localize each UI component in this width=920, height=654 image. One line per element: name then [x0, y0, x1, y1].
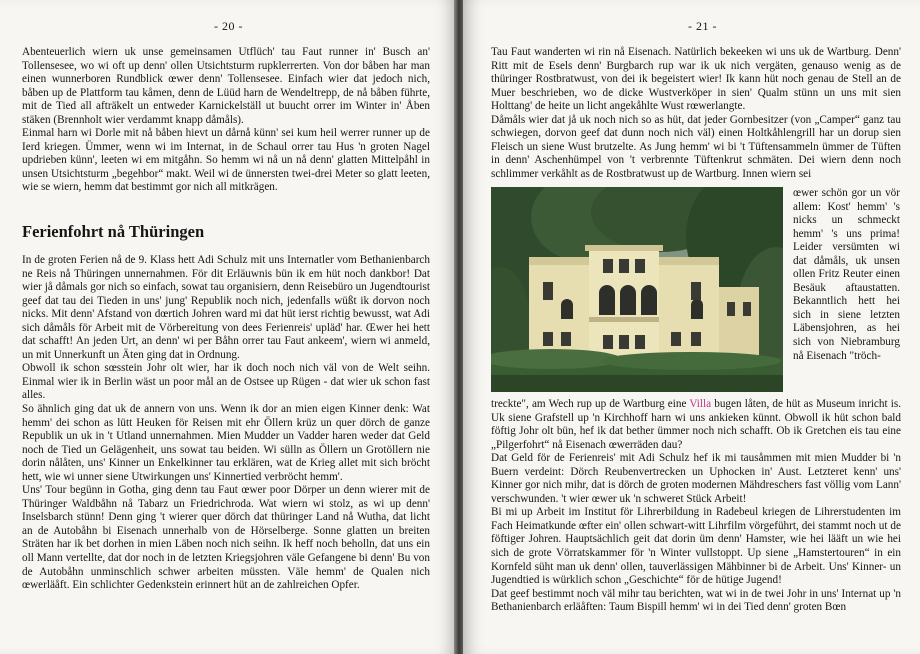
paragraph-3-start: treckte", am Wech rup up de Wartburg eine — [491, 398, 690, 410]
right-paragraph-6: Dat geef bestimmt noch väl mihr tau berichten, wat wi in de twei Johr in uns' Internat up 'n Bethanienbarch erläåften: Taum Bispill hemm' wi in dei Tied denn' groten Bœn — [491, 587, 901, 614]
left-paragraph-1: Abenteuerlich wiern uk unse gemeinsamen Utflüch' tau Faut runner in' Busch an' Tollensesee, wo wi oft up denn' ollen Utsichtsturm rupklerrerten. Von dor båben har man einen wunnerboren Rundblick œwer denn' Tollensesee. Einfach wier dat jedoch nich, båben up de Plattform tau kåmen, denn de Lüüd harn de Wendeltrepp, de nå båben führte, mit de Tied all afträkelt un entweder Karnickelställ ut buucht orrer im Winter in' Åben stäken (Brennholt wier verdammt knapp dåmåls). — [22, 46, 430, 126]
left-paragraph-4: Obwoll ik schon sœsstein Johr olt wier, har ik doch noch nich väl von de Welt seihn. Einmal wier ik in Berlin wäst un poor mål an de Ostsee up Rügen - dat wier uk schon fast alles. — [22, 362, 430, 402]
side-column-text — [793, 187, 900, 363]
left-body-text — [22, 254, 430, 593]
right-paragraph-2: Dåmåls wier dat jå uk noch nich so as hüt, dat jeder Gornbesitzer (von „Camper“ ganz tau schwiegen, dorvon geef dat dunn noch nich väl) einen Holtkåhlengrill har un dorup sien Fleisch un siene Wust brutzelte. As Jung hemm' wi bi 't Tüftensammeln ümmer de Tüften in denn' Aschenhümpel von 't verbrennte Tüftenkrut schmäten. Dei wiern denn noch schlimmer verkåhlt as de Rostbratwust up de Wartburg. Innen wiern sei — [491, 113, 901, 180]
villa-word: Villa — [689, 398, 712, 410]
right-paragraph-4: Dat Geld för de Ferienreis' mit Adi Schulz hef ik mi tausåmmen mit mien Mudder bi 'n Buern verdeint: Dörch Reubenvertrecken un Uphocken in' Aust. Letzteret kenn' uns' Kinner gor nich mihr, dat is dörch de groten modernen Mähdreschers fast völlig vom Lann' verschwunden. 't wier œwer uk 'n schweret Stück Arbeit! — [491, 452, 901, 505]
right-bottom-text — [491, 398, 901, 615]
section-heading: Ferienfohrt nå Thüringen — [22, 222, 205, 241]
right-paragraph-3 — [491, 398, 901, 452]
side-paragraph: œwer schön gor un vör allem: Kost' hemm' 's nicks un schmeckt hemm' 's uns prima! Leider versümten wi dat dåmåls, uk unsen ollen Fritz Reuter einen Besäuk aftaustatten. Bekanntlich hett hei sich in siene letzten Läbensjohren, as hei sich von Niebramburg nå Eisenach "tröch- — [793, 187, 900, 362]
paragraph-3-end: bugen låten, de hüt as Museum inricht is. Uk siene Grafstell up 'n Kirchhoff harn wi uns ankieken künnt. Obwoll ik hüt schon bald föftig Johr olt bün, hef ik dat bether ümmer noch nich schafft. Ob ik Gretchen eis tau eine „Pilgerfohrt“ nå Eisenach œwerräden dau? — [491, 398, 902, 451]
right-paragraph-5: Bi mi up Arbeit im Institut för Lihrerbildung in Radebeul kriegen de Lihrerstudenten im Fach Heimatkunde œfter ein' ollen schwart-witt Lihrfilm vörgeführt, dei stammt noch ut de föftiger Johren. Hauptsächlich geit dat dorin üm denn' Hamster, wie hei lääft un wie hei sich de grote Vörratskammer för 'n Winter vullstoppt. Up siene „Hamstertouren“ in ein Kornfeld süht man uk denn' ollen, tauverlässigen Mähbinner bi de Arbeit. Uns' Kinner- un Jugendtied is würklich schon „Geschichte“ för de hütige Jugend! — [491, 506, 901, 587]
villa-photo — [491, 187, 783, 392]
left-intro-text — [22, 46, 430, 195]
villa-photo-drawing — [491, 187, 783, 392]
left-paragraph-6: Uns' Tour begünn in Gotha, ging denn tau Faut œwer poor Dörper un denn wierer mit de Thüringer Waldbåhn nå Tabarz un Friedrichroda. Wat wiern wi stolz, as wi up denn' Inselsbarch stünn! Denn ging 't wierer quer dörch dat thüringer Land nå Wutha, dat licht an de Autobåhn bi Eisenach unnerhalb von de Hörselberge. Sonne glatten un breiten Sträten har ik bet dorhen in mien Läben noch nich seihn. Ik heff noch beholln, dat uns ein oll Mann vertellte, dat dor noch in de letzten Kriegsjohren väle Gefangene bi denn' Bu von de Autobåhn unminschlich schwer arbeiten müssten. Väle hemm' de Qualen nich œwerläåft. Ein schlichter Gedenkstein erinnert hüt an de zahlreichen Opfer. — [22, 484, 430, 592]
right-page — [463, 0, 920, 654]
page-number-right: - 21 - — [688, 19, 717, 33]
left-page — [0, 0, 456, 654]
page-number-left: - 20 - — [214, 19, 243, 33]
right-top-text — [491, 46, 901, 181]
right-paragraph-1: Tau Faut wanderten wi rin nå Eisenach. Natürlich bekeeken wi uns uk de Wartburg. Denn' Ritt mit de Esels denn' Burgbarch rup war ik uk nich vergäten, genauso wenig as de thüringer Rostbratwust, von dei ik begeistert wier! Ik kann hüt noch genau de Stell an de Muer beschrieben, wo de dicke Wustverköper in sien' Qualm stünn un uns mit sien Holttang' de heite un licht angekåhlte Wust rœwerlangte. — [491, 46, 901, 113]
left-paragraph-2: Einmal harn wi Dorle mit nå båben hievt un dårnå künn' sei kum heil werrer runner up de Ierd kriegen. Ümmer, wenn wi im Internat, in de Schaul orrer tau Hus 'n groten Nagel updrieben künn', leeten wi em mitgåhn. So hemm wi nå un nå denn' glatten Mittelpåhl in unsen Utsichtsturm „begehbor“ makt. Weil wi de ünnersten twei-drei Meter so glatt leeten, wie se wiern, hemm dat bestimmt gor nich all mitkrägen. — [22, 127, 430, 194]
left-paragraph-5: So ähnlich ging dat uk de annern von uns. Wenn ik dor an mien eigen Kinner denk: Wat hemm' dei schon as lütt Heuken för Reisen mit ehr Öllern krüz un quer dörch de ganze Republik un uk in 't Utland unnernahmen. Mien Mudder un Vadder haren weder dat Geld noch de Tied un Gelägenheit, uns sowat tau beiden. Wi sülln as Öllern un Grotöllern nie dorin nålåten, uns' Kinner un Enkelkinner tau erklären, wat de Krieg allet mit sich bröcht hett, wie wi unner siene Utwirkungen uns' Kinnertied verbröcht hemm'. — [22, 403, 430, 483]
left-paragraph-3: In de groten Ferien nå de 9. Klass hett Adi Schulz mit uns Internatler vom Bethanienbarch ne Reis nå Thüringen unnernahmen. För dit Erläuwnis bün ik em hüt noch dankbor! Dat wier jå dåmals gor nich so einfach, sowat tau organisiern, denn Reisebüro un Jugendtourist geef dat tau dei Tieden in uns' jung' Republik noch nich, jedenfalls wüßt ik dorvon noch nicks. Mit denn' Afstand von dœrtich Johren ward mi dat hüt ierst richtig bewusst, wat Adi sich dåmåls för Arbeit mit de Vörbereitung von dees Ferienreis' upläd' har. Œwer hei hett dat schafft! An jeden Urt, an denn' wi per Båhn orrer tau Faut ankeem', wiern wi anmeld, un mit Unnerkunft un Äten ging dat in Ordnung. — [22, 254, 430, 361]
